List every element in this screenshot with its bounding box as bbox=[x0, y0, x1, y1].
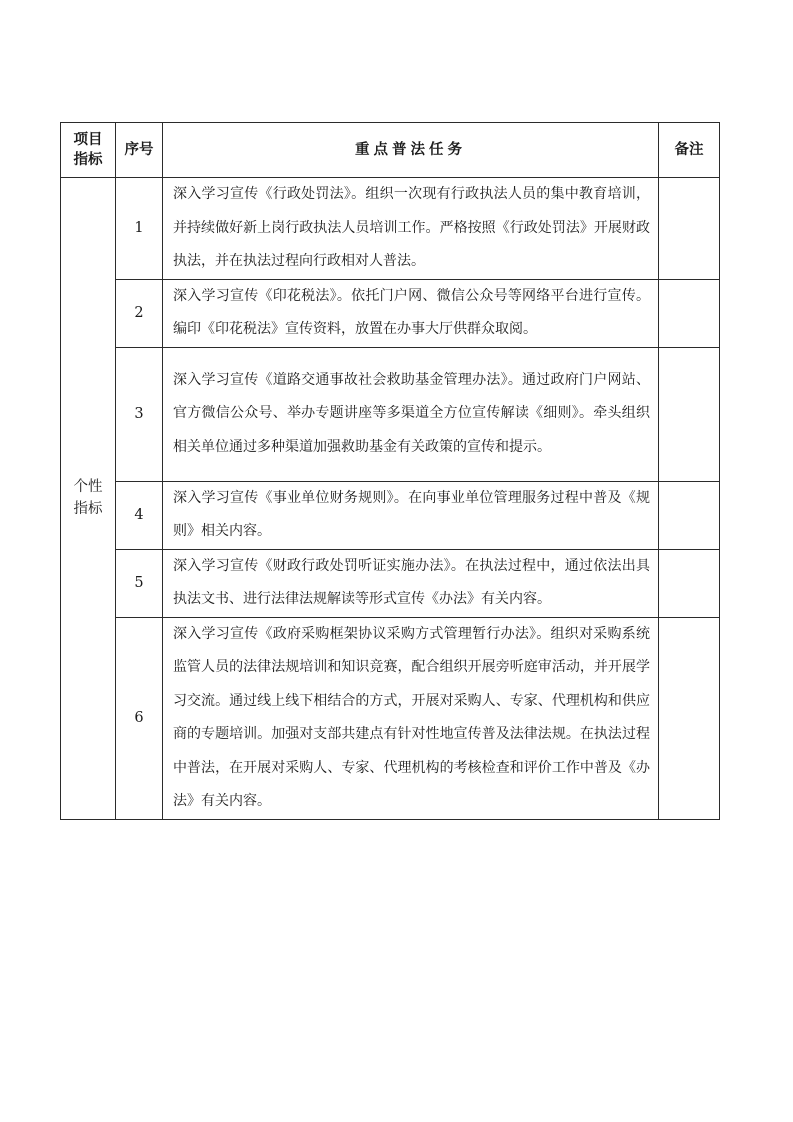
table-header-row bbox=[61, 123, 720, 178]
row-seq: 4 bbox=[116, 481, 163, 549]
row-task: 深入学习宣传《道路交通事故社会救助基金管理办法》。通过政府门户网站、官方微信公众号、举办专题讲座等多渠道全方位宣传解读《细则》。牵头组织相关单位通过多种渠道加强救助基金有关政策的宣传和提示。 bbox=[163, 347, 659, 481]
table-row bbox=[61, 178, 720, 280]
row-task: 深入学习宣传《印花税法》。依托门户网、微信公众号等网络平台进行宣传。编印《印花税法》宣传资料，放置在办事大厅供群众取阅。 bbox=[163, 279, 659, 347]
table-row bbox=[61, 549, 720, 617]
table-row bbox=[61, 279, 720, 347]
row-note bbox=[659, 549, 720, 617]
header-seq: 序号 bbox=[116, 123, 163, 178]
row-note bbox=[659, 481, 720, 549]
row-note bbox=[659, 347, 720, 481]
header-task: 重点普法任务 bbox=[163, 123, 659, 178]
header-category bbox=[61, 123, 116, 178]
category-line1: 个性 bbox=[73, 479, 103, 496]
row-task: 深入学习宣传《政府采购框架协议采购方式管理暂行办法》。组织对采购系统监管人员的法律法规培训和知识竞赛，配合组织开展旁听庭审活动，并开展学习交流。通过线上线下相结合的方式，开展对采购人、专家、代理机构和供应商的专题培训。加强对支部共建点有针对性地宣传普及法律法规。在执法过程中普法，在开展对采购人、专家、代理机构的考核检查和评价工作中普及《办法》有关内容。 bbox=[163, 617, 659, 819]
table-row bbox=[61, 347, 720, 481]
row-seq: 3 bbox=[116, 347, 163, 481]
row-task: 深入学习宣传《财政行政处罚听证实施办法》。在执法过程中，通过依法出具执法文书、进行法律法规解读等形式宣传《办法》有关内容。 bbox=[163, 549, 659, 617]
legal-education-tasks-table bbox=[60, 122, 720, 820]
header-note: 备注 bbox=[659, 123, 720, 178]
row-task: 深入学习宣传《事业单位财务规则》。在向事业单位管理服务过程中普及《规则》相关内容。 bbox=[163, 481, 659, 549]
row-seq: 6 bbox=[116, 617, 163, 819]
row-seq: 2 bbox=[116, 279, 163, 347]
row-note bbox=[659, 178, 720, 280]
table-row bbox=[61, 481, 720, 549]
row-seq: 5 bbox=[116, 549, 163, 617]
category-cell bbox=[61, 178, 116, 820]
table-row bbox=[61, 617, 720, 819]
header-category-line2: 指标 bbox=[73, 152, 103, 168]
row-note bbox=[659, 617, 720, 819]
header-category-line1: 项目 bbox=[73, 132, 103, 148]
row-note bbox=[659, 279, 720, 347]
row-task: 深入学习宣传《行政处罚法》。组织一次现有行政执法人员的集中教育培训，并持续做好新上岗行政执法人员培训工作。严格按照《行政处罚法》开展财政执法，并在执法过程向行政相对人普法。 bbox=[163, 178, 659, 280]
category-line2: 指标 bbox=[73, 501, 103, 518]
row-seq: 1 bbox=[116, 178, 163, 280]
